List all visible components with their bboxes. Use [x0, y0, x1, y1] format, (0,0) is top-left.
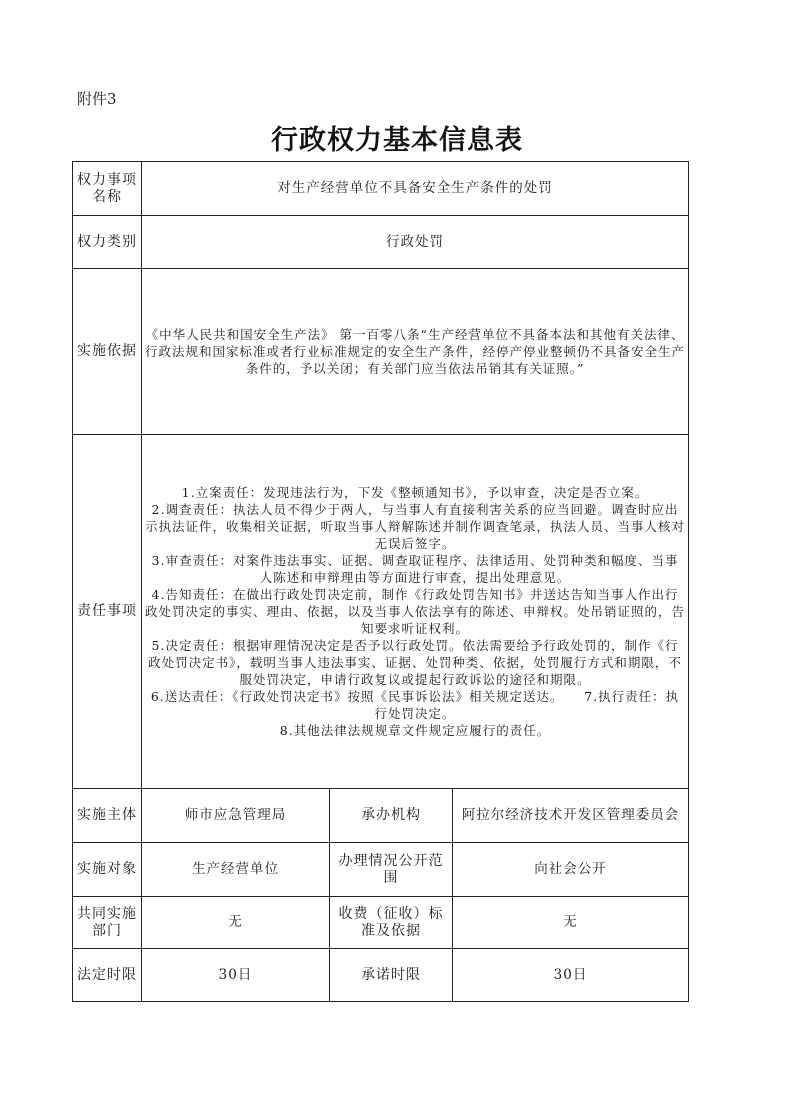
power-type-value: 行政处罚 — [142, 216, 689, 269]
table-row-duties — [73, 435, 689, 789]
legal-time-limit-value: 30日 — [142, 949, 330, 1002]
disclosure-scope-label: 办理情况公开范围 — [330, 843, 453, 897]
joint-departments-label: 共同实施部门 — [73, 897, 142, 949]
implementing-body-label: 实施主体 — [73, 789, 142, 843]
table-row-time-limit — [73, 949, 689, 1002]
duties-value — [142, 435, 689, 789]
promised-time-limit-value: 30日 — [453, 949, 689, 1002]
power-name-label: 权力事项名称 — [73, 162, 142, 216]
duty-item: 1.立案责任：发现违法行为，下发《整顿通知书》，予以审查，决定是否立案。 — [181, 485, 649, 500]
table-row-power-name — [73, 162, 689, 216]
power-info-table — [72, 161, 689, 1002]
page-title: 行政权力基本信息表 — [271, 125, 523, 156]
table-row-basis — [73, 269, 689, 435]
handling-agency-label: 承办机构 — [330, 789, 453, 843]
disclosure-scope-value: 向社会公开 — [453, 843, 689, 897]
duty-item: 4.告知责任：在做出行政处罚决定前，制作《行政处罚告知书》并送达告知当事人作出行政处罚决定的事实、理由、依据，以及当事人依法享有的陈述、申辩权。处吊销证照的，告知要求听证权利。 — [145, 587, 686, 636]
promised-time-limit-label: 承诺时限 — [330, 949, 453, 1002]
attachment-label: 附件3 — [77, 90, 117, 108]
basis-label: 实施依据 — [73, 269, 142, 435]
table-row-power-type — [73, 216, 689, 269]
fee-standard-label: 收费（征收）标准及依据 — [330, 897, 453, 949]
target-value: 生产经营单位 — [142, 843, 330, 897]
target-label: 实施对象 — [73, 843, 142, 897]
table-row-joint-departments — [73, 897, 689, 949]
implementing-body-value: 师市应急管理局 — [142, 789, 330, 843]
legal-time-limit-label: 法定时限 — [73, 949, 142, 1002]
table-row-implementing-body — [73, 789, 689, 843]
power-type-label: 权力类别 — [73, 216, 142, 269]
fee-standard-value: 无 — [453, 897, 689, 949]
handling-agency-value: 阿拉尔经济技术开发区管理委员会 — [453, 789, 689, 843]
basis-value: 《中华人民共和国安全生产法》 第一百零八条“生产经营单位不具备本法和其他有关法律、行政法规和国家标准或者行业标准规定的安全生产条件，经停产停业整顿仍不具备安全生产条件的，予以关闭；有关部门应当依法吊销其有关证照。” — [142, 269, 689, 435]
duty-item: 5.决定责任：根据审理情况决定是否予以行政处罚。依法需要给予行政处罚的，制作《行政处罚决定书》，载明当事人违法事实、证据、处罚种类、依据，处罚履行方式和期限，不服处罚决定，申请行政复议或提起行政诉讼的途径和期限。 — [148, 638, 682, 687]
duty-item: 8.其他法律法规规章文件规定应履行的责任。 — [279, 723, 551, 738]
duties-label: 责任事项 — [73, 435, 142, 789]
table-row-target — [73, 843, 689, 897]
duty-item: 3.审查责任：对案件违法事实、证据、调查取证程序、法律适用、处罚种类和幅度、当事人陈述和申辩理由等方面进行审查，提出处理意见。 — [151, 553, 679, 585]
duty-item: 2.调查责任：执法人员不得少于两人，与当事人有直接利害关系的应当回避。调查时应出示执法证件，收集相关证据，听取当事人辩解陈述并制作调查笔录，执法人员、当事人核对无误后签字。 — [145, 502, 686, 551]
power-name-value: 对生产经营单位不具备安全生产条件的处罚 — [142, 162, 689, 216]
duty-item: 6.送达责任：《行政处罚决定书》按照《民事诉讼法》相关规定送达。 7.执行责任：执行处罚决定。 — [150, 689, 680, 721]
joint-departments-value: 无 — [142, 897, 330, 949]
